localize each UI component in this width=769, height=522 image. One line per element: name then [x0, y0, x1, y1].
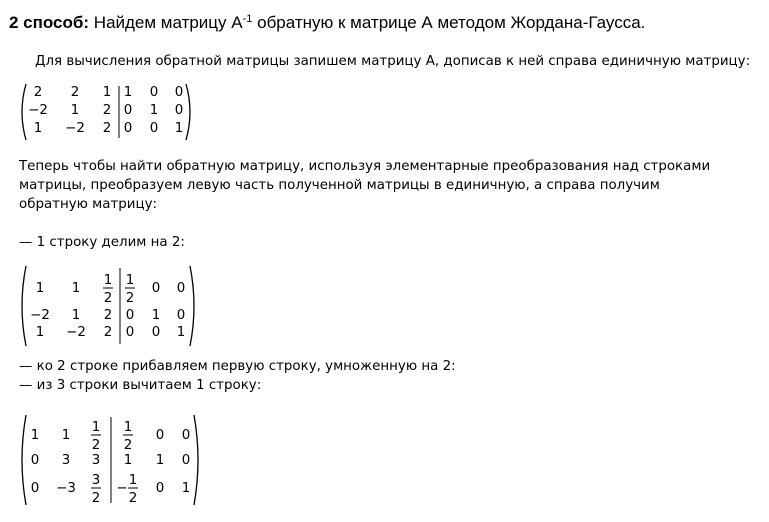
matrix-cell-right: 0 — [155, 481, 165, 496]
matrix-cell-right: 0 — [151, 281, 161, 296]
matrix-cell-right: 0 — [125, 308, 135, 323]
svg-text:2: 2 — [103, 291, 113, 306]
matrix-cell-right: 0 — [123, 103, 133, 118]
matrix-cell-left: −2 — [66, 325, 86, 340]
matrix-cell-right: 1 — [181, 481, 191, 496]
matrix-cell-left: 2 — [102, 103, 112, 118]
svg-text:2: 2 — [125, 291, 135, 306]
matrix-cell-left: 0 — [30, 481, 40, 496]
matrix-cell-left: 1 — [35, 281, 45, 296]
matrix-cell-right — [116, 473, 138, 506]
matrix-cell-left: −2 — [28, 103, 48, 118]
right-parenthesis — [190, 266, 194, 346]
right-parenthesis — [194, 415, 198, 505]
matrix-cell-right: 1 — [174, 121, 184, 136]
matrix-cell-left: 3 — [61, 453, 71, 468]
matrix-cell-left: −3 — [56, 481, 76, 496]
matrix-svg — [18, 82, 194, 142]
svg-text:1: 1 — [91, 420, 101, 435]
matrix-cell-left: 3 — [91, 453, 101, 468]
step-1-text: — 1 строку делим на 2: — [19, 235, 185, 250]
matrix-cell-left — [91, 473, 101, 506]
intro-text: Для вычисления обратной матрицы запишем матрицу А, дописав к ней справа единичную матрицу: — [35, 54, 751, 69]
heading-text-after: обратную к матрице А методом Жордана-Гаусса. — [252, 13, 646, 32]
matrix-cell-right: 1 — [176, 325, 186, 340]
step-2a-text: — ко 2 строке прибавляем первую строку, умноженную на 2: — [19, 359, 456, 374]
heading-label: 2 способ: — [9, 13, 90, 32]
matrix-cell-right: 0 — [174, 85, 184, 100]
matrix-cell-right: 0 — [149, 85, 159, 100]
matrix-cell-left: 1 — [102, 85, 112, 100]
svg-text:1: 1 — [103, 273, 113, 288]
matrix-cell-left: 1 — [61, 428, 71, 443]
matrix-cell-right: 0 — [181, 428, 191, 443]
heading-text-before: Найдем матрицу А — [89, 13, 243, 32]
matrix-cell-right: 0 — [176, 308, 186, 323]
step-2b-text: — из 3 строки вычитаем 1 строку: — [19, 378, 262, 393]
matrix-cell-left: 2 — [33, 85, 43, 100]
heading — [9, 13, 645, 33]
augmented-matrix-step-2 — [18, 413, 202, 507]
left-parenthesis — [22, 415, 26, 505]
matrix-svg — [18, 413, 202, 507]
augmented-matrix-step-1 — [18, 264, 198, 348]
explanation-line-2: матрицы, преобразуем левую часть полученной матрицы в единичную, а справа получим — [19, 178, 660, 193]
explanation-line-1: Теперь чтобы найти обратную матрицу, используя элементарные преобразования над строками — [19, 159, 711, 174]
matrix-cell-right: 1 — [155, 453, 165, 468]
matrix-cell-right: 1 — [151, 308, 161, 323]
left-parenthesis — [22, 266, 26, 346]
svg-text:2: 2 — [128, 491, 138, 506]
matrix-cell-right: 0 — [123, 121, 133, 136]
matrix-cell-left — [91, 420, 101, 453]
augmented-matrix-initial — [18, 82, 194, 142]
matrix-cell-left: 1 — [70, 103, 80, 118]
matrix-cell-right — [125, 273, 135, 306]
matrix-cell-left: 1 — [71, 308, 81, 323]
matrix-cell-left: 1 — [33, 121, 43, 136]
svg-text:1: 1 — [125, 273, 135, 288]
svg-text:2: 2 — [123, 438, 133, 453]
matrix-cell-right: 0 — [181, 453, 191, 468]
matrix-cell-left: 1 — [71, 281, 81, 296]
matrix-svg — [18, 264, 198, 348]
right-parenthesis — [186, 84, 190, 140]
matrix-cell-left: −2 — [65, 121, 85, 136]
left-parenthesis — [22, 84, 26, 140]
matrix-cell-right: 1 — [149, 103, 159, 118]
explanation-line-3: обратную матрицу: — [19, 197, 158, 212]
svg-text:2: 2 — [91, 491, 101, 506]
matrix-cell-right: 1 — [123, 453, 133, 468]
matrix-cell-right: 0 — [176, 281, 186, 296]
matrix-cell-right: 0 — [174, 103, 184, 118]
matrix-cell-left: 2 — [70, 85, 80, 100]
svg-text:−: − — [116, 481, 128, 496]
matrix-cell-left: 2 — [103, 308, 113, 323]
matrix-cell-right: 0 — [149, 121, 159, 136]
matrix-cell-left: 2 — [103, 325, 113, 340]
matrix-cell-left — [103, 273, 113, 306]
svg-text:2: 2 — [91, 438, 101, 453]
matrix-cell-left: 1 — [35, 325, 45, 340]
matrix-cell-right: 0 — [155, 428, 165, 443]
matrix-cell-right: 0 — [151, 325, 161, 340]
matrix-cell-right — [123, 420, 133, 453]
svg-text:3: 3 — [91, 473, 101, 488]
matrix-cell-left: −2 — [30, 308, 50, 323]
svg-text:1: 1 — [128, 473, 138, 488]
svg-text:1: 1 — [123, 420, 133, 435]
heading-superscript: -1 — [242, 13, 253, 25]
matrix-cell-left: 2 — [102, 121, 112, 136]
matrix-cell-right: 0 — [125, 325, 135, 340]
matrix-cell-left: 1 — [30, 428, 40, 443]
matrix-cell-right: 1 — [123, 85, 133, 100]
matrix-cell-left: 0 — [30, 453, 40, 468]
